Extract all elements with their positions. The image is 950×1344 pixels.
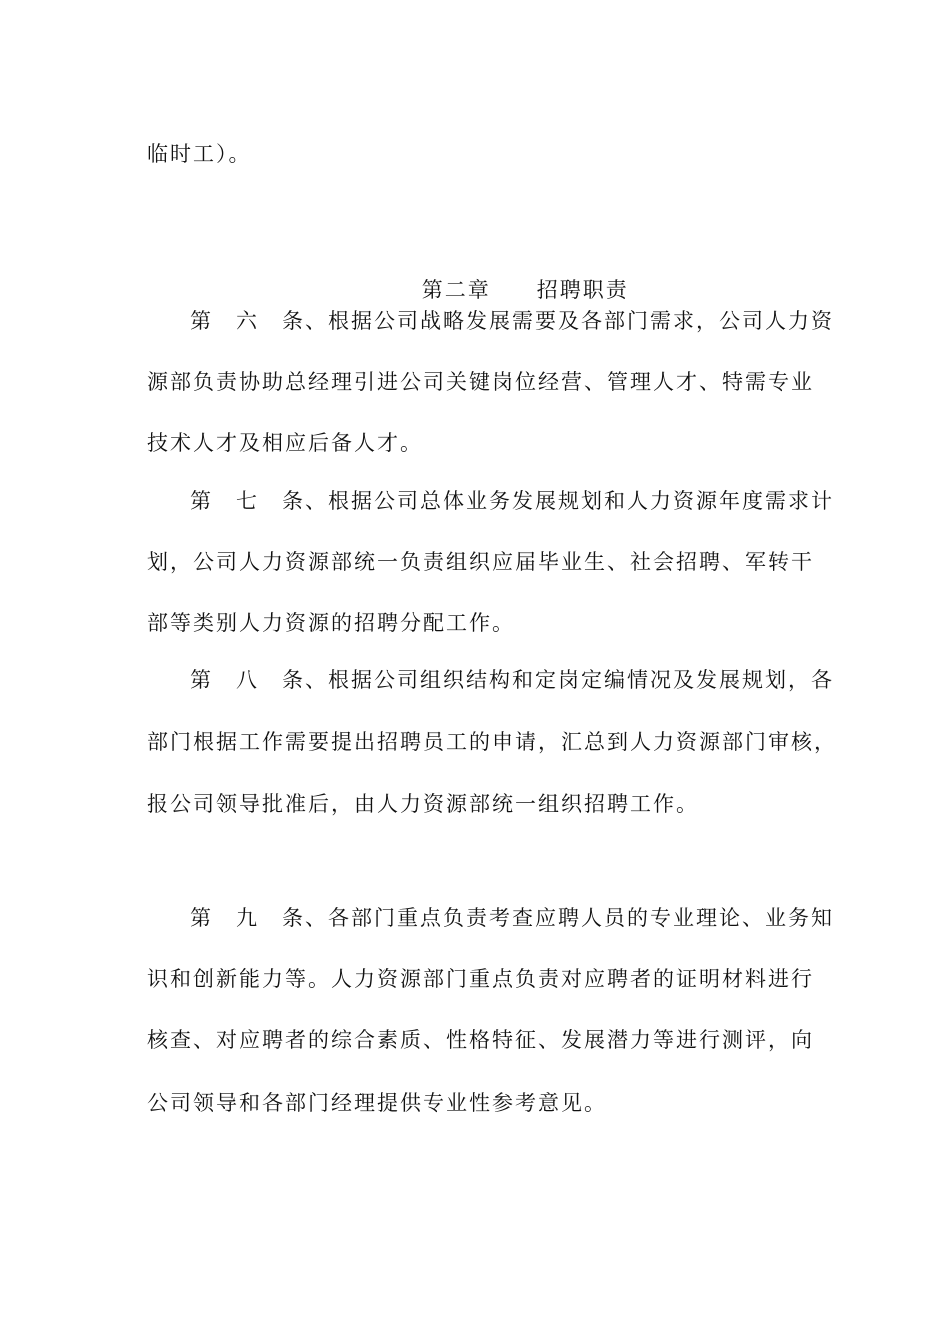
article-8-line-1: 第 八 条、根据公司组织结构和定岗定编情况及发展规划，各 [190,668,834,692]
article-9-line-2: 识和创新能力等。人力资源部门重点负责对应聘者的证明材料进行 [147,967,814,991]
article-8-line-3: 报公司领导批准后，由人力资源部统一组织招聘工作。 [147,792,699,816]
article-6-line-3: 技术人才及相应后备人才。 [147,431,423,455]
article-7-line-2: 划，公司人力资源部统一负责组织应届毕业生、社会招聘、军转干 [147,550,814,574]
article-6-line-1: 第 六 条、根据公司战略发展需要及各部门需求，公司人力资 [190,309,834,333]
chapter-title: 招聘职责 [536,278,629,302]
chapter-number: 第二章 [421,278,491,302]
article-9-line-4: 公司领导和各部门经理提供专业性参考意见。 [147,1091,607,1115]
article-7-line-3: 部等类别人力资源的招聘分配工作。 [147,611,515,635]
article-7-line-1: 第 七 条、根据公司总体业务发展规划和人力资源年度需求计 [190,489,834,513]
article-8-line-2: 部门根据工作需要提出招聘员工的申请，汇总到人力资源部门审核， [147,730,837,754]
article-9-line-3: 核查、对应聘者的综合素质、性格特征、发展潜力等进行测评，向 [147,1028,814,1052]
article-9-line-1: 第 九 条、各部门重点负责考查应聘人员的专业理论、业务知 [190,906,834,930]
continuation-line: 临时工）。 [147,142,252,166]
article-6-line-2: 源部负责协助总经理引进公司关键岗位经营、管理人才、特需专业 [147,370,814,394]
